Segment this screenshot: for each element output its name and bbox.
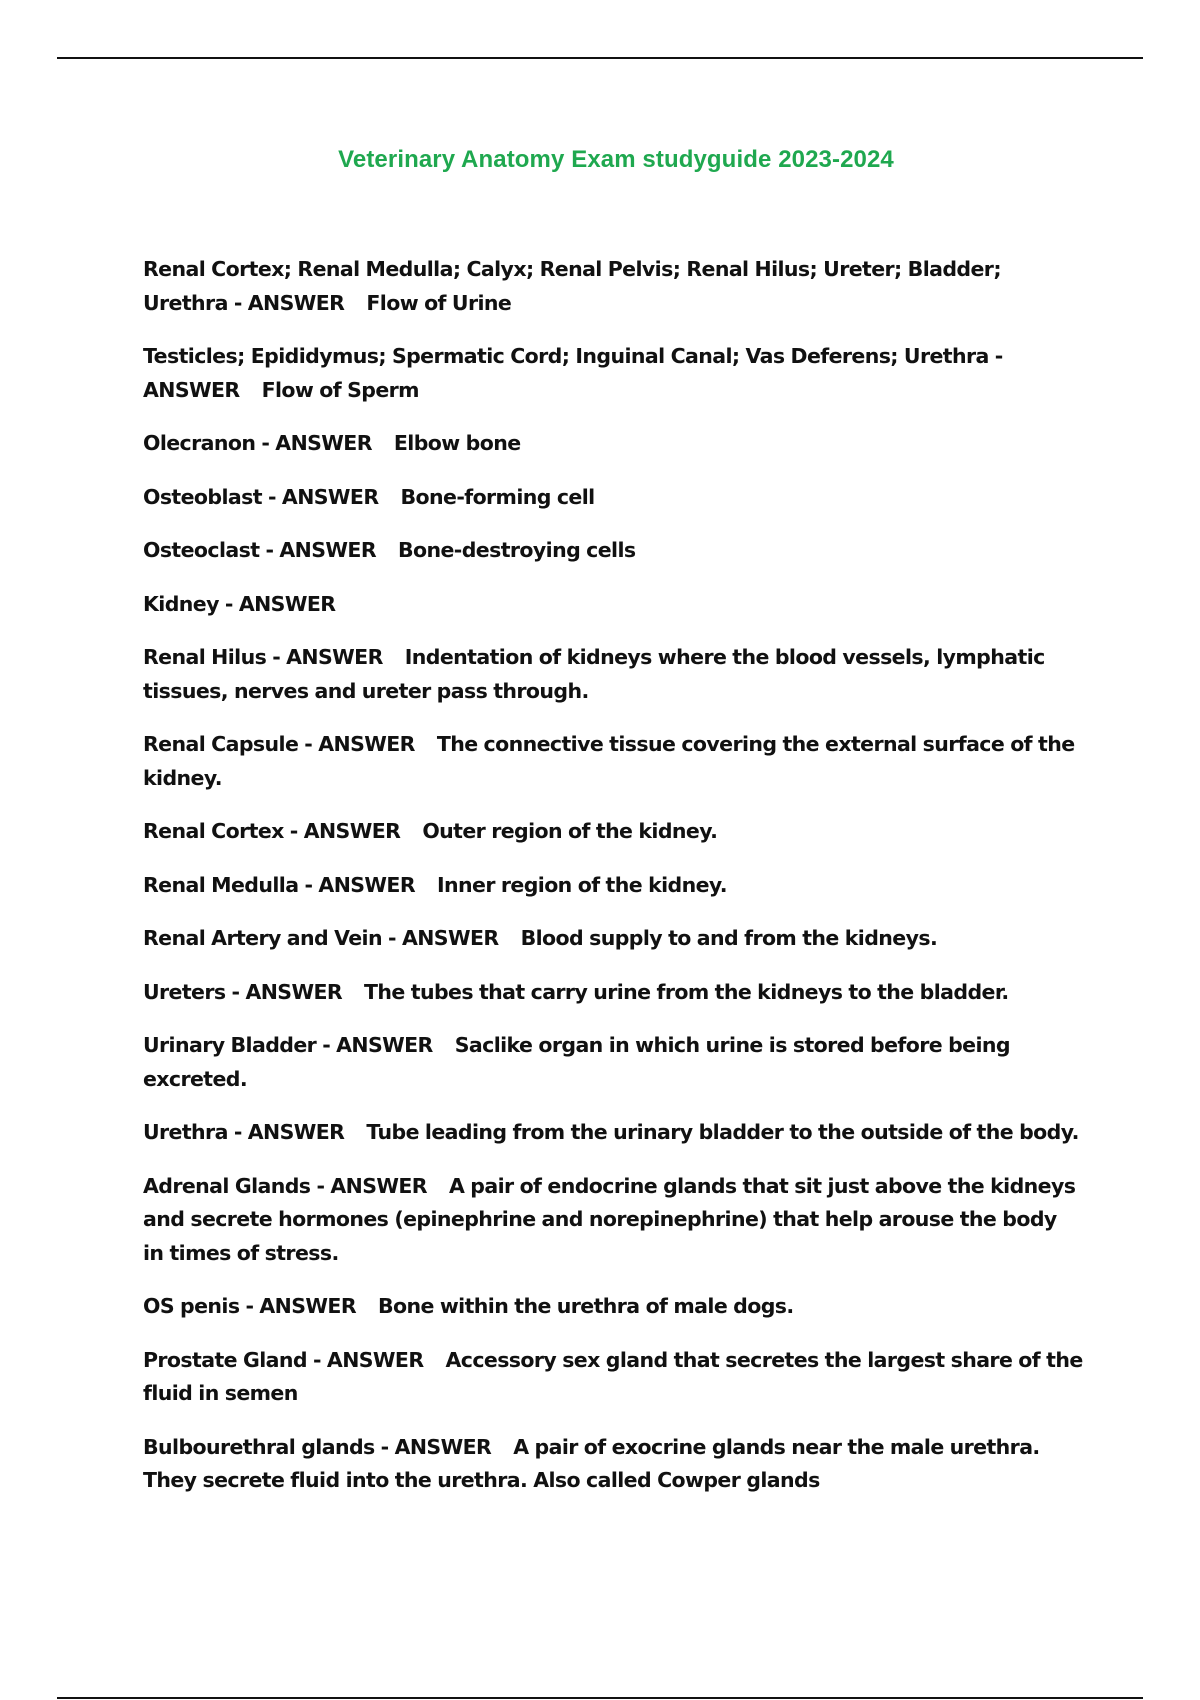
list-item: [143, 728, 1083, 795]
entry-answer: Saclike organ in which urine is stored before being excreted.: [143, 1033, 1010, 1091]
list-item: [143, 427, 1083, 461]
list-item: [143, 922, 1083, 956]
list-item: [143, 1344, 1083, 1411]
list-item: [143, 815, 1083, 849]
list-item: [143, 1170, 1083, 1271]
entry-answer: Inner region of the kidney.: [437, 872, 727, 897]
entry-term: Adrenal Glands - ANSWER: [143, 1173, 427, 1198]
entry-term: Osteoblast - ANSWER: [143, 484, 379, 509]
list-item: [143, 1029, 1083, 1096]
entry-answer: Bone-destroying cells: [398, 538, 636, 562]
bottom-rule: [57, 1697, 1143, 1699]
entry-answer: A pair of endocrine glands that sit just above the kidneys and secrete hormones (epinephrine and norepinephrine) that help arouse the body in times of stress.: [143, 1173, 1076, 1265]
list-item: [143, 1116, 1083, 1150]
entry-term: Bulbourethral glands - ANSWER: [143, 1434, 492, 1459]
entry-answer: Bone within the urethra of male dogs.: [378, 1294, 794, 1318]
list-item: [143, 869, 1083, 903]
entry-term: OS penis - ANSWER: [143, 1294, 356, 1318]
entry-term: Renal Cortex; Renal Medulla; Calyx; Renal Pelvis; Renal Hilus; Ureter; Bladder; Urethra - ANSWER: [143, 257, 1001, 315]
entry-term: Testicles; Epididymus; Spermatic Cord; Inguinal Canal; Vas Deferens; Urethra - ANSWER: [143, 344, 1003, 402]
list-item: [143, 1290, 1083, 1324]
entry-term: Renal Cortex - ANSWER: [143, 819, 401, 843]
list-item: [143, 253, 1083, 320]
list-item: [143, 340, 1083, 407]
entry-answer: Flow of Urine: [366, 290, 512, 315]
entry-term: Urethra - ANSWER: [143, 1120, 345, 1144]
list-item: [143, 976, 1083, 1010]
entry-answer: Bone-forming cell: [400, 484, 595, 509]
entry-term: Renal Medulla - ANSWER: [143, 872, 416, 897]
entry-answer: Accessory sex gland that secretes the largest share of the fluid in semen: [143, 1347, 1083, 1405]
entry-term: Renal Capsule - ANSWER: [143, 732, 415, 756]
entry-answer: Outer region of the kidney.: [422, 819, 718, 843]
entry-term: Osteoclast - ANSWER: [143, 538, 376, 562]
top-rule: [57, 57, 1143, 59]
entry-list: [143, 253, 1083, 1518]
entry-answer: Tube leading from the urinary bladder to the outside of the body.: [366, 1120, 1079, 1144]
list-item: [143, 641, 1083, 708]
entry-term: Renal Hilus - ANSWER: [143, 645, 383, 669]
entry-term: Renal Artery and Vein - ANSWER: [143, 926, 499, 950]
list-item: [143, 534, 1083, 568]
list-item: [143, 588, 1083, 622]
entry-term: Urinary Bladder - ANSWER: [143, 1033, 433, 1057]
entry-answer: Indentation of kidneys where the blood vessels, lymphatic tissues, nerves and ureter pass through.: [143, 645, 1045, 703]
entry-term: Prostate Gland - ANSWER: [143, 1347, 424, 1372]
entry-answer: Blood supply to and from the kidneys.: [520, 926, 938, 950]
entry-answer: Elbow bone: [393, 431, 521, 455]
entry-answer: Flow of Sperm: [261, 377, 419, 402]
page-title: Veterinary Anatomy Exam studyguide 2023-2024: [338, 146, 894, 173]
entry-answer: A pair of exocrine glands near the male urethra. They secrete fluid into the urethra. Also called Cowper glands: [143, 1434, 1040, 1492]
entry-term: Ureters - ANSWER: [143, 979, 343, 1004]
entry-answer: The connective tissue covering the external surface of the kidney.: [143, 732, 1075, 790]
list-item: [143, 481, 1083, 515]
list-item: [143, 1431, 1083, 1498]
entry-answer: The tubes that carry urine from the kidneys to the bladder.: [364, 979, 1009, 1004]
entry-term: Kidney - ANSWER: [143, 591, 336, 616]
entry-term: Olecranon - ANSWER: [143, 431, 372, 455]
